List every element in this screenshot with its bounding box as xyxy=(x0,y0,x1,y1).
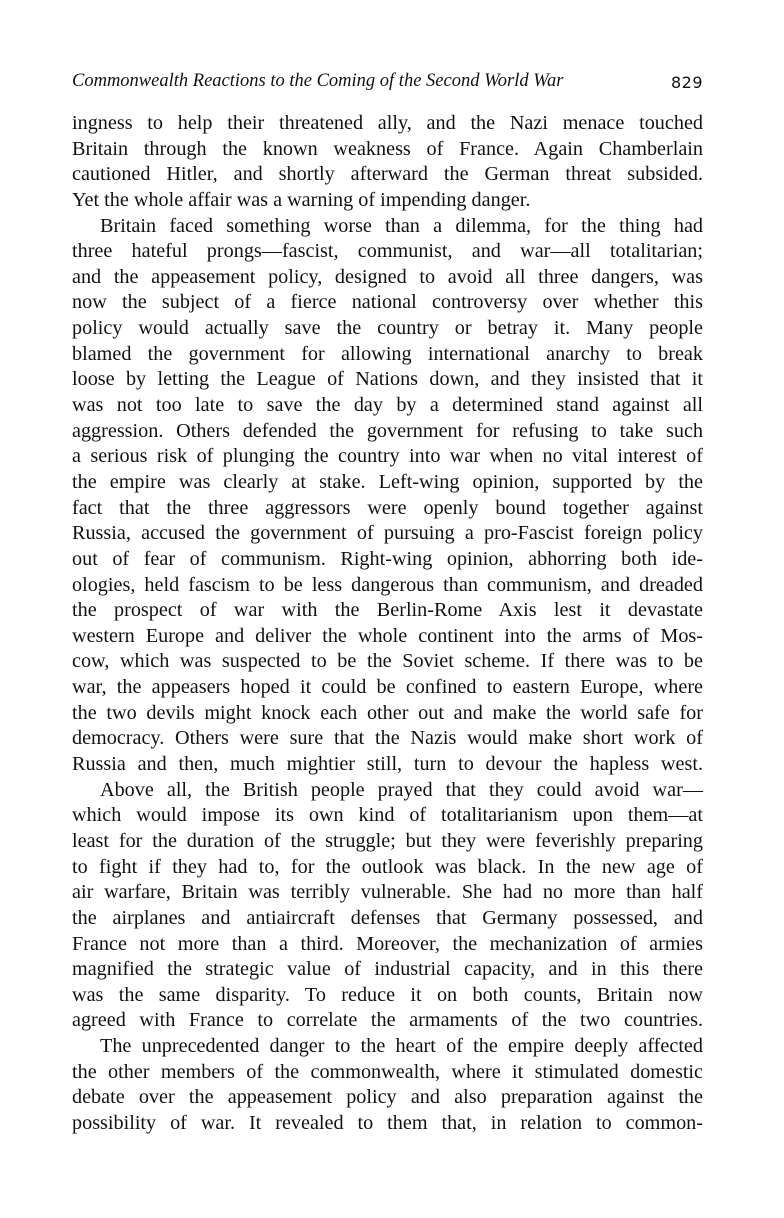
text-line: out of fear of communism. Right-wing opinion, abhorring both ide- xyxy=(72,547,703,570)
text-line: Yet the whole affair was a warning of impending danger. xyxy=(72,188,531,211)
text-line: and the appeasement policy, designed to avoid all three dangers, was xyxy=(72,265,703,288)
text-line: the two devils might knock each other out and make the world safe for xyxy=(72,701,703,724)
text-line: was not too late to save the day by a determined stand against all xyxy=(72,394,703,417)
text-line: least for the duration of the struggle; but they were feverishly preparing xyxy=(72,829,703,852)
text-line: a serious risk of plunging the country into war when no vital interest of xyxy=(72,445,703,468)
text-line: Britain faced something worse than a dilemma, for the thing had xyxy=(100,214,703,237)
running-head xyxy=(72,71,703,92)
text-line: the empire was clearly at stake. Left-wing opinion, supported by the xyxy=(72,470,703,493)
running-head-title: Commonwealth Reactions to the Coming of the Second World War xyxy=(72,71,564,91)
text-line: democracy. Others were sure that the Nazis would make short work of xyxy=(72,727,703,750)
text-line: ologies, held fascism to be less dangerous than communism, and dreaded xyxy=(72,573,703,596)
text-line: was the same disparity. To reduce it on both counts, Britain now xyxy=(72,983,703,1006)
text-line: agreed with France to correlate the armaments of the two countries. xyxy=(72,1009,703,1032)
text-line: Britain through the known weakness of France. Again Chamberlain xyxy=(72,137,703,160)
text-line: three hateful prongs—fascist, communist, and war—all totalitarian; xyxy=(72,240,703,263)
text-line: aggression. Others defended the government for refusing to take such xyxy=(72,419,703,442)
text-line: cautioned Hitler, and shortly afterward the German threat subsided. xyxy=(72,163,703,186)
text-line: debate over the appeasement policy and also preparation against the xyxy=(72,1086,703,1109)
text-line: the prospect of war with the Berlin-Rome Axis lest it devastate xyxy=(72,599,703,622)
text-line: France not more than a third. Moreover, the mechanization of armies xyxy=(72,932,703,955)
text-line: cow, which was suspected to be the Soviet scheme. If there was to be xyxy=(72,650,703,673)
text-line: which would impose its own kind of totalitarianism upon them—at xyxy=(72,804,703,827)
text-line: now the subject of a fierce national controversy over whether this xyxy=(72,291,703,314)
text-line: the airplanes and antiaircraft defenses that Germany possessed, and xyxy=(72,906,703,929)
text-line: fact that the three aggressors were openly bound together against xyxy=(72,496,703,519)
page-number: 829 xyxy=(670,73,703,92)
text-line: Above all, the British people prayed that they could avoid war— xyxy=(100,778,703,801)
text-line: western Europe and deliver the whole continent into the arms of Mos- xyxy=(72,624,703,647)
text-line: to fight if they had to, for the outlook was black. In the new age of xyxy=(72,855,703,878)
body-text xyxy=(72,111,703,1137)
text-line: possibility of war. It revealed to them that, in relation to common- xyxy=(72,1111,703,1134)
text-line: blamed the government for allowing international anarchy to break xyxy=(72,342,703,365)
text-line: Russia and then, much mightier still, turn to devour the hapless west. xyxy=(72,753,703,776)
text-line: the other members of the commonwealth, where it stimulated domestic xyxy=(72,1060,703,1083)
text-line: loose by letting the League of Nations down, and they insisted that it xyxy=(72,368,703,391)
text-line: air warfare, Britain was terribly vulnerable. She had no more than half xyxy=(72,881,703,904)
text-line: The unprecedented danger to the heart of the empire deeply affected xyxy=(100,1035,703,1058)
text-line: policy would actually save the country or betray it. Many people xyxy=(72,317,703,340)
text-line: Russia, accused the government of pursuing a pro-Fascist foreign policy xyxy=(72,522,703,545)
text-line: ingness to help their threatened ally, and the Nazi menace touched xyxy=(72,112,703,134)
text-line: magnified the strategic value of industrial capacity, and in this there xyxy=(72,958,703,981)
text-line: war, the appeasers hoped it could be confined to eastern Europe, where xyxy=(72,676,703,699)
